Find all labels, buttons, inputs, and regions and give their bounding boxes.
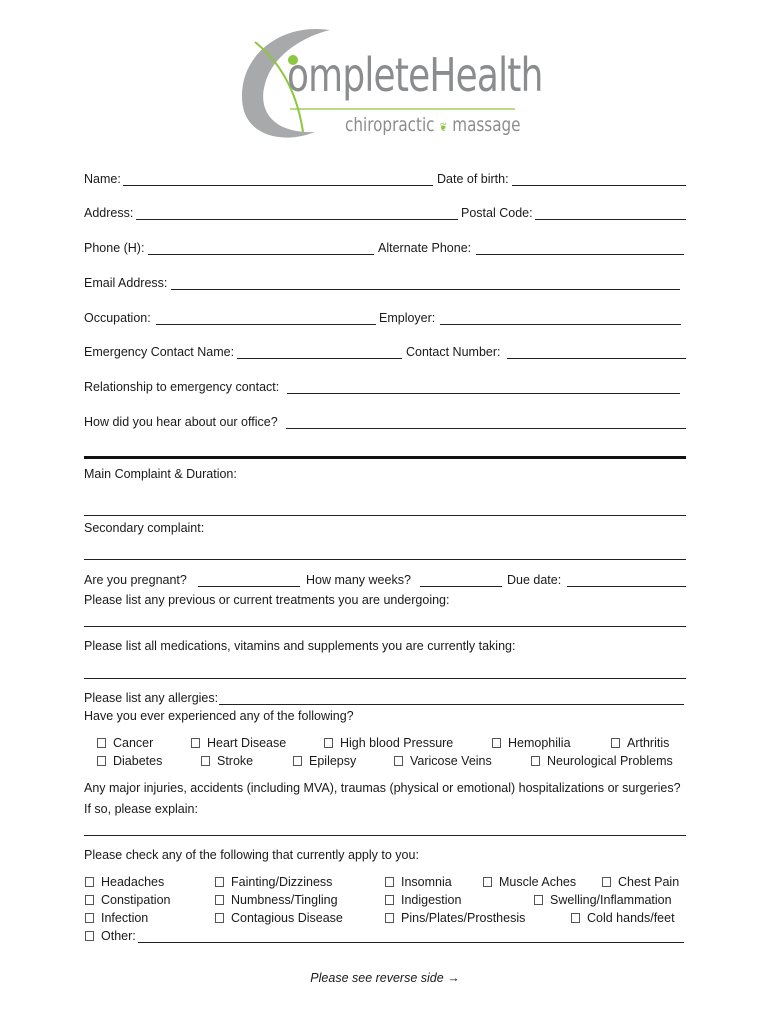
checkbox-fainting-dizziness[interactable]: Fainting/Dizziness — [215, 875, 332, 889]
address-label: Address: — [84, 206, 134, 220]
employer-label: Employer: — [379, 311, 436, 325]
emergency-name-field[interactable] — [237, 358, 402, 359]
leaf-icon: ❦ — [439, 120, 448, 134]
occupation-field[interactable] — [156, 324, 376, 325]
email-field[interactable] — [171, 289, 680, 290]
checkbox-numbness-tingling[interactable]: Numbness/Tingling — [215, 893, 338, 907]
logo-text-grey: ompleteHealth — [287, 48, 543, 102]
checkbox-icon — [571, 913, 580, 923]
secondary-complaint-label: Secondary complaint: — [84, 521, 205, 535]
address-field[interactable] — [136, 219, 458, 220]
checkbox-icon — [611, 738, 620, 748]
checkbox-icon — [385, 913, 394, 923]
emergency-name-label: Emergency Contact Name: — [84, 345, 235, 359]
employer-field[interactable] — [440, 324, 681, 325]
weeks-field[interactable] — [420, 586, 502, 587]
checkbox-icon — [385, 877, 394, 887]
other-field[interactable] — [138, 942, 684, 943]
dob-label: Date of birth: — [437, 172, 509, 186]
checkbox-muscle-aches[interactable]: Muscle Aches — [483, 875, 576, 889]
treatments-field[interactable] — [84, 626, 686, 627]
checkbox-epilepsy[interactable]: Epilepsy — [293, 754, 356, 768]
checkbox-icon — [215, 895, 224, 905]
occupation-label: Occupation: — [84, 311, 151, 325]
medications-field[interactable] — [84, 678, 686, 679]
checkbox-icon — [85, 877, 94, 887]
alt-phone-field[interactable] — [476, 254, 684, 255]
alt-phone-label: Alternate Phone: — [378, 241, 472, 255]
checkbox-icon — [324, 738, 333, 748]
logo — [235, 22, 543, 152]
relationship-label: Relationship to emergency contact: — [84, 380, 280, 394]
pregnant-label: Are you pregnant? — [84, 573, 187, 587]
arrow-right-icon: → — [447, 971, 460, 985]
checkbox-icon — [85, 895, 94, 905]
contact-number-label: Contact Number: — [406, 345, 501, 359]
checkbox-contagious-disease[interactable]: Contagious Disease — [215, 911, 343, 925]
due-date-field[interactable] — [567, 586, 686, 587]
checkbox-arthritis[interactable]: Arthritis — [611, 736, 669, 750]
checkbox-chest-pain[interactable]: Chest Pain — [602, 875, 679, 889]
checkbox-icon — [534, 895, 543, 905]
checkbox-hemophilia[interactable]: Hemophilia — [492, 736, 571, 750]
pregnant-field[interactable] — [198, 586, 300, 587]
checkbox-stroke[interactable]: Stroke — [201, 754, 253, 768]
checkbox-icon — [492, 738, 501, 748]
main-complaint-label: Main Complaint & Duration: — [84, 467, 237, 481]
checkbox-icon — [483, 877, 492, 887]
checkbox-indigestion[interactable]: Indigestion — [385, 893, 461, 907]
checkbox-icon — [385, 895, 394, 905]
checkbox-icon — [602, 877, 611, 887]
postal-label: Postal Code: — [461, 206, 533, 220]
hear-label: How did you hear about our office? — [84, 415, 278, 429]
experienced-label: Have you ever experienced any of the following? — [84, 709, 354, 723]
checkbox-icon — [191, 738, 200, 748]
logo-tagline: chiropractic ❦ massage — [345, 114, 521, 136]
checkbox-diabetes[interactable]: Diabetes — [97, 754, 162, 768]
medications-label: Please list all medications, vitamins and supplements you are currently taking: — [84, 639, 516, 653]
name-label: Name: — [84, 172, 121, 186]
checkbox-insomnia[interactable]: Insomnia — [385, 875, 452, 889]
dob-field[interactable] — [512, 185, 686, 186]
checkbox-icon — [394, 756, 403, 766]
checkbox-constipation[interactable]: Constipation — [85, 893, 171, 907]
checkbox-high-blood-pressure[interactable]: High blood Pressure — [324, 736, 453, 750]
checkbox-cancer[interactable]: Cancer — [97, 736, 153, 750]
postal-field[interactable] — [535, 219, 686, 220]
checkbox-icon — [201, 756, 210, 766]
checkbox-cold-hands-feet[interactable]: Cold hands/feet — [571, 911, 675, 925]
checkbox-icon — [85, 913, 94, 923]
checkbox-icon — [531, 756, 540, 766]
checkbox-heart-disease[interactable]: Heart Disease — [191, 736, 286, 750]
checkbox-icon — [215, 913, 224, 923]
secondary-complaint-field[interactable] — [84, 559, 686, 560]
due-date-label: Due date: — [507, 573, 562, 587]
checkbox-pins-plates-prosthesis[interactable]: Pins/Plates/Prosthesis — [385, 911, 525, 925]
checkbox-icon — [293, 756, 302, 766]
explain-label: If so, please explain: — [84, 802, 198, 816]
checkbox-icon — [97, 738, 106, 748]
explain-field[interactable] — [84, 835, 686, 836]
checkbox-icon — [97, 756, 106, 766]
main-complaint-field[interactable] — [84, 515, 686, 516]
email-label: Email Address: — [84, 276, 168, 290]
phone-label: Phone (H): — [84, 241, 145, 255]
checkbox-swelling-inflammation[interactable]: Swelling/Inflammation — [534, 893, 672, 907]
checkbox-neurological-problems[interactable]: Neurological Problems — [531, 754, 673, 768]
check-current-label: Please check any of the following that currently apply to you: — [84, 848, 419, 862]
footer-note: Please see reverse side → — [310, 971, 460, 985]
section-divider — [84, 456, 686, 459]
checkbox-icon — [85, 931, 94, 941]
contact-number-field[interactable] — [507, 358, 686, 359]
hear-field[interactable] — [286, 428, 686, 429]
checkbox-headaches[interactable]: Headaches — [85, 875, 164, 889]
injuries-label: Any major injuries, accidents (including MVA), traumas (physical or emotional) hospitalizations or surgeries? — [84, 781, 681, 795]
checkbox-infection[interactable]: Infection — [85, 911, 148, 925]
allergies-label: Please list any allergies: — [84, 691, 219, 705]
allergies-field[interactable] — [219, 704, 684, 705]
checkbox-icon — [215, 877, 224, 887]
relationship-field[interactable] — [287, 393, 680, 394]
name-field[interactable] — [123, 185, 433, 186]
checkbox-varicose-veins[interactable]: Varicose Veins — [394, 754, 492, 768]
checkbox-other[interactable]: Other: — [85, 929, 136, 943]
phone-field[interactable] — [148, 254, 374, 255]
weeks-label: How many weeks? — [306, 573, 411, 587]
treatments-label: Please list any previous or current treatments you are undergoing: — [84, 593, 450, 607]
